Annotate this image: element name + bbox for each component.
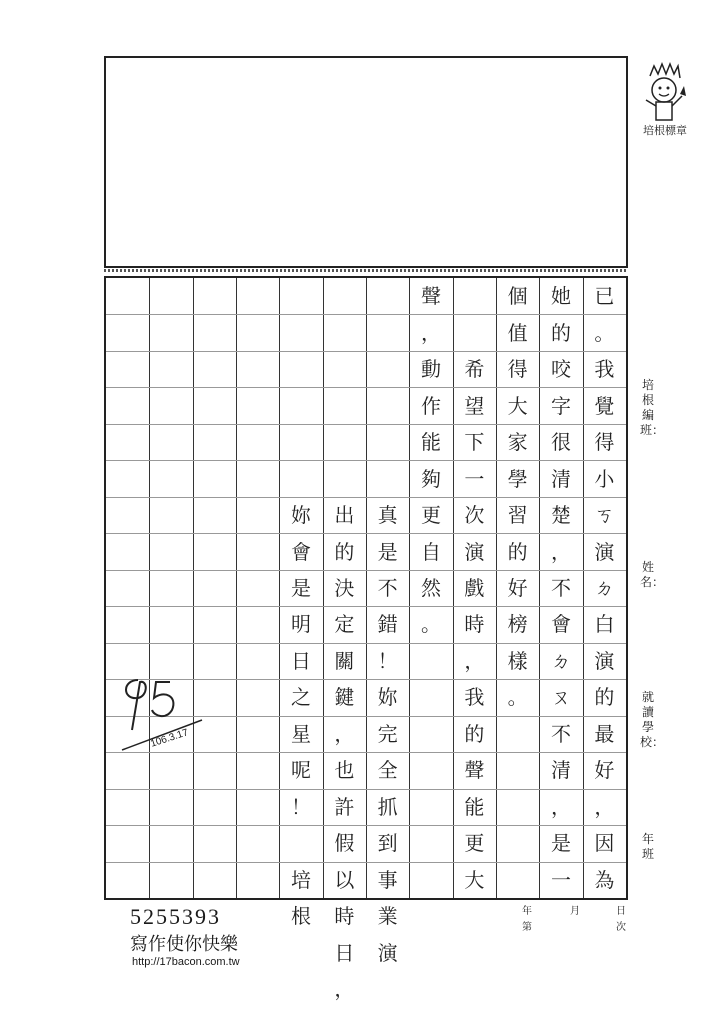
grid-character: 真: [377, 503, 398, 528]
grid-character: 樣: [507, 648, 528, 673]
grid-column-line: [453, 278, 454, 898]
grid-character: 小: [594, 466, 615, 491]
grid-character: 以: [334, 867, 355, 892]
grid-character: 許: [334, 794, 355, 819]
grid-column-line: [323, 278, 324, 898]
grid-character: 大: [464, 867, 485, 892]
grid-character: 望: [464, 393, 485, 418]
date-no: 第: [522, 922, 532, 933]
grid-character: 不: [551, 721, 571, 746]
date-month: 月: [570, 906, 580, 917]
grid-character: 呢: [291, 758, 311, 783]
grid-character: 自: [421, 539, 441, 564]
grid-character: ！: [377, 648, 398, 673]
grid-character: 好: [507, 576, 528, 600]
grid-character: 得: [507, 357, 528, 382]
grid-character: 也: [334, 758, 355, 783]
grid-row-line: [106, 606, 626, 607]
grid-character: 日: [291, 648, 311, 673]
footer-url: http://17bacon.com.tw: [132, 956, 240, 968]
grade-score: [0, 0, 1, 1]
grid-character: ！: [291, 794, 311, 819]
grid-character: 我: [464, 685, 485, 710]
grid-character: 到: [377, 831, 398, 856]
grid-character: 日: [334, 940, 355, 965]
grid-character: 楚: [551, 503, 571, 528]
grid-character: 培: [291, 867, 311, 892]
grid-character: 因: [594, 831, 615, 856]
grid-character: 清: [551, 758, 571, 783]
grid-character: 個: [507, 284, 528, 309]
grid-row-line: [106, 643, 626, 644]
grid-character: 業: [377, 904, 398, 929]
grid-character: 為: [594, 867, 615, 892]
grid-character: 明: [291, 612, 311, 637]
grid-character: 關: [334, 648, 355, 673]
grid-character: 作: [421, 393, 441, 418]
grid-character: 根: [291, 904, 311, 929]
grid-row-line: [106, 351, 626, 352]
grid-character: 錯: [377, 612, 398, 637]
grid-row-line: [106, 314, 626, 315]
grid-character: 她: [551, 284, 571, 309]
grid-character: ，: [551, 539, 571, 564]
grid-character: ㄡ: [551, 685, 571, 710]
grid-row-line: [106, 460, 626, 461]
grid-character: 的: [551, 320, 571, 345]
grid-row-line: [106, 570, 626, 571]
grid-character: 會: [551, 612, 571, 637]
grid-column-line: [193, 278, 194, 898]
footer-number: 5255393: [130, 904, 221, 929]
grid-row-line: [106, 862, 626, 863]
grid-character: 聲: [464, 758, 485, 783]
grid-character: 事: [377, 867, 398, 892]
grid-column-line: [496, 278, 497, 898]
grid-character: 的: [507, 539, 528, 564]
grid-character: 星: [291, 721, 311, 746]
grid-character: 得: [594, 430, 615, 455]
grid-character: 然: [421, 576, 441, 600]
grid-character: 妳: [291, 503, 311, 528]
grid-character: 。: [507, 685, 528, 710]
grid-character: 假: [334, 831, 355, 856]
grid-character: 演: [464, 539, 485, 564]
grid-character: 演: [594, 539, 615, 564]
class-label: 培根編班：: [640, 378, 665, 437]
grid-row-line: [106, 533, 626, 534]
grid-character: 覺: [594, 393, 615, 418]
grid-character: 不: [377, 576, 398, 600]
grid-character: 最: [594, 721, 615, 746]
grid-character: ，: [334, 721, 355, 746]
grid-character: 會: [291, 539, 311, 564]
grid-character: 值: [507, 320, 528, 345]
grid-row-line: [106, 497, 626, 498]
grid-character: 決: [334, 576, 355, 600]
grid-character: 聲: [421, 284, 441, 309]
grid-character: 戲: [464, 576, 485, 600]
grid-character: 希: [464, 357, 485, 382]
grid-character: 演: [594, 648, 615, 673]
grid-character: 是: [291, 576, 311, 600]
grade-class-label: 年 班: [641, 832, 667, 861]
grid-character: 是: [551, 831, 571, 856]
grid-character: 大: [507, 393, 528, 418]
grid-character: 下: [464, 430, 485, 455]
grid-character: 妳: [377, 685, 398, 710]
grid-character: 鍵: [334, 685, 355, 710]
grid-character: 榜: [507, 612, 528, 637]
grid-character: 之: [291, 685, 311, 710]
grid-character: ，: [464, 648, 485, 673]
grid-character: 夠: [421, 466, 441, 491]
grid-character: 時: [464, 612, 485, 637]
grid-character: 次: [464, 503, 485, 528]
grid-character: 學: [507, 466, 528, 491]
date-day: 日: [616, 906, 626, 917]
grid-character: 已: [594, 284, 615, 309]
grid-row-line: [106, 424, 626, 425]
grid-character: ㄎ: [594, 503, 615, 528]
grid-character: ，: [421, 320, 441, 345]
grid-character: ，: [334, 977, 355, 1002]
school-label: 就讀學校：: [640, 690, 665, 749]
grid-character: 一: [551, 867, 571, 892]
name-label: 姓名：: [640, 560, 665, 589]
grid-character: 字: [551, 393, 571, 418]
grade-date: 106.3.17: [149, 727, 190, 750]
grid-character: 動: [421, 357, 441, 382]
grid-column-line: [539, 278, 540, 898]
grid-character: 不: [551, 576, 571, 600]
grid-column-line: [409, 278, 410, 898]
grid-character: 是: [377, 539, 398, 564]
date-year: 年: [522, 906, 532, 917]
grid-character: 全: [377, 758, 398, 783]
grid-column-line: [366, 278, 367, 898]
grid-column-line: [236, 278, 237, 898]
grid-character: 清: [551, 466, 571, 491]
grid-character: 家: [507, 430, 528, 455]
grid-character: 很: [551, 430, 571, 455]
grid-character: 的: [464, 721, 485, 746]
grid-column-line: [583, 278, 584, 898]
grid-character: 時: [334, 904, 355, 929]
grid-character: 出: [334, 503, 355, 528]
grid-character: 的: [594, 685, 615, 710]
grid-character: 演: [377, 940, 398, 965]
grid-character: ㄉ: [551, 648, 571, 673]
grid-character: ，: [594, 794, 615, 819]
date-times: 次: [616, 922, 626, 933]
grid-character: 能: [421, 430, 441, 455]
grid-row-line: [106, 789, 626, 790]
grid-character: 能: [464, 794, 485, 819]
grid-character: ，: [551, 794, 571, 819]
grid-character: 。: [594, 320, 615, 345]
grid-character: 咬: [551, 357, 571, 382]
grid-row-line: [106, 825, 626, 826]
grid-character: 抓: [377, 794, 398, 819]
grid-row-line: [106, 387, 626, 388]
stamp-label: 培根標章: [643, 124, 687, 137]
grid-character: 完: [377, 721, 398, 746]
grid-character: 更: [421, 503, 441, 528]
grid-character: 定: [334, 612, 355, 637]
grid-character: ㄉ: [594, 576, 615, 600]
grid-character: 好: [594, 758, 615, 783]
grid-character: 的: [334, 539, 355, 564]
grid-column-line: [149, 278, 150, 898]
grid-character: 。: [421, 612, 441, 637]
footer-slogan: 寫作使你快樂: [130, 934, 238, 955]
grid-character: 習: [507, 503, 528, 528]
grid-character: 一: [464, 466, 485, 491]
grid-character: 更: [464, 831, 485, 856]
grid-character: 白: [594, 612, 615, 637]
comment-box: [104, 56, 628, 268]
grid-character: 我: [594, 357, 615, 382]
grid-column-line: [279, 278, 280, 898]
